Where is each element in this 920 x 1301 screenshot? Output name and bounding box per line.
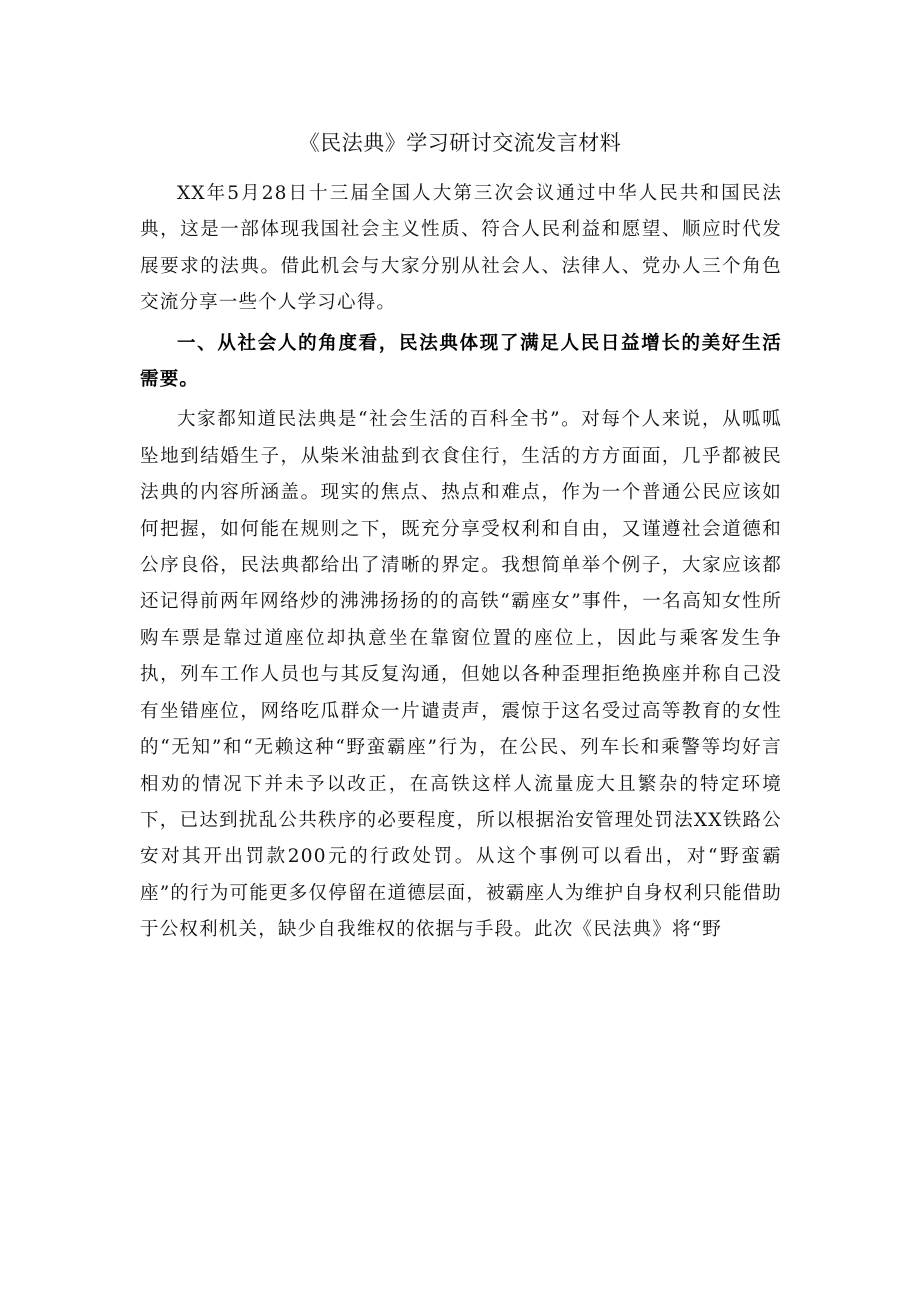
section-heading: 一、从社会人的角度看，民法典体现了满足人民日益增长的美好生活需要。 — [140, 332, 782, 391]
body-paragraph: 大家都知道民法典是“社会生活的百科全书”。对每个人来说，从呱呱坠地到结婚生子，从柴米油盐到衣食住行，生活的方方面面，几乎都被民法典的内容所涵盖。现实的焦点、热点和难点，作为一个普通公民应该如何把握，如何能在规则之下，既充分享受权利和自由，又谨遵社会道德和公序良俗，民法典都给出了清晰的界定。我想简单举个例子，大家应该都还记得前两年网络炒的沸沸扬扬的的高铁“霸座女”事件，一名高知女性所购车票是靠过道座位却执意坐在靠窗位置的座位上，因此与乘客发生争执，列车工作人员也与其反复沟通，但她以各种歪理拒绝换座并称自己没有坐错座位，网络吃瓜群众一片谴责声，震惊于这名受过高等教育的女性的“无知”和“无赖这种“野蛮霸座”行为，在公民、列车长和乘警等均好言相劝的情况下并未予以改正，在高铁这样人流量庞大且繁杂的特定环境下，已达到扰乱公共秩序的必要程度，所以根据治安管理处罚法XX铁路公安对其开出罚款200元的行政处罚。从这个事例可以看出，对“野蛮霸座”的行为可能更多仅停留在道德层面，被霸座人为维护自身权利只能借助于公权利机关，缺少自我维权的依据与手段。此次《民法典》将“野 — [140, 409, 782, 941]
document-body — [140, 176, 782, 949]
document-title: 《民法典》学习研讨交流发言材料 — [298, 131, 622, 155]
intro-paragraph: XX年5月28日十三届全国人大第三次会议通过中华人民共和国民法典，这是一部体现我国社会主义性质、符合人民利益和愿望、顺应时代发展要求的法典。借此机会与大家分别从社会人、法律人、党办人三个角色交流分享一些个人学习心得。 — [140, 183, 782, 314]
